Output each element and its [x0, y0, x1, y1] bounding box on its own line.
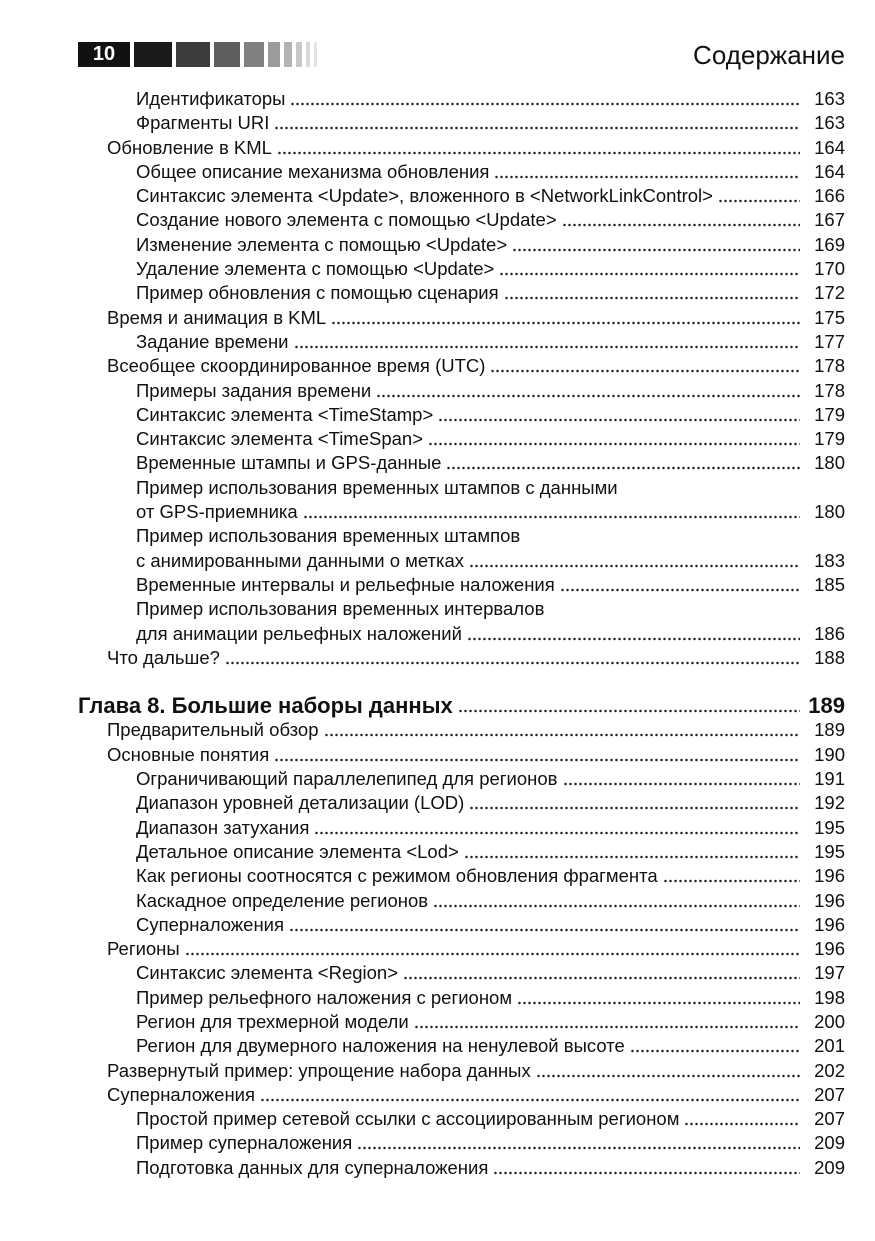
- toc-entry-title: Примеры задания времени: [136, 379, 372, 401]
- toc-leader-dots: [493, 1170, 800, 1176]
- toc-page-number: 209: [814, 1156, 845, 1178]
- header-decor-block: [296, 42, 302, 67]
- toc-entry-title: Временные интервалы и рельефные наложения: [136, 573, 555, 595]
- toc-leader-dots: [718, 198, 800, 204]
- toc-leader-dots: [303, 514, 800, 520]
- toc-leader-dots: [277, 150, 800, 156]
- toc-entry: [0, 1083, 875, 1107]
- toc-leader-dots: [274, 757, 800, 763]
- toc-entry-title: Задание времени: [136, 330, 289, 352]
- toc-entry-title: Предварительный обзор: [107, 719, 319, 741]
- toc-entry: [0, 816, 875, 840]
- toc-entry-title: Фрагменты URI: [136, 112, 270, 134]
- toc-entry-title: Всеобщее скоординированное время (UTC): [107, 355, 486, 377]
- toc-page-number: 177: [814, 330, 845, 352]
- toc-page-number: 196: [814, 889, 845, 911]
- header-decor-block: [306, 42, 310, 67]
- toc-entry: [0, 864, 875, 888]
- toc-page-number: 167: [814, 209, 845, 231]
- toc-page-number: 202: [814, 1059, 845, 1081]
- toc-entry-title: Суперналожения: [136, 913, 285, 935]
- toc-page-number: 195: [814, 840, 845, 862]
- toc-leader-dots: [260, 1097, 800, 1103]
- toc-leader-dots: [512, 247, 800, 253]
- toc-entry: [0, 306, 875, 330]
- toc-entry: [0, 743, 875, 767]
- toc-entry: [0, 718, 875, 742]
- toc-entry-title: Пример использования временных штампов с данными: [136, 476, 618, 498]
- toc-leader-dots: [504, 295, 800, 301]
- toc-entry: [0, 524, 875, 548]
- toc-entry-title: Диапазон уровней детализации (LOD): [136, 792, 465, 814]
- toc-leader-dots: [560, 587, 800, 593]
- toc-entry-title: Удаление элемента с помощью <Update>: [136, 258, 495, 280]
- toc-leader-dots: [331, 320, 800, 326]
- toc-page-number: 197: [814, 962, 845, 984]
- toc-entry: [0, 136, 875, 160]
- toc-leader-dots: [225, 660, 800, 666]
- toc-entry: [0, 646, 875, 670]
- toc-page-number: 186: [814, 622, 845, 644]
- toc-entry: [0, 961, 875, 985]
- toc-entry: [0, 937, 875, 961]
- toc-entry: [0, 597, 875, 621]
- header-decor-block: [268, 42, 280, 67]
- toc-page-number: 195: [814, 816, 845, 838]
- toc-entry-title: Обновление в KML: [107, 136, 272, 158]
- toc-entry: [0, 500, 875, 524]
- toc-entry: [0, 889, 875, 913]
- toc-page-number: 178: [814, 355, 845, 377]
- toc-leader-dots: [376, 393, 800, 399]
- toc-entry-title: Глава 8. Большие наборы данных: [78, 693, 453, 719]
- toc-entry: [0, 622, 875, 646]
- toc-leader-dots: [357, 1145, 800, 1151]
- toc-entry: [0, 111, 875, 135]
- toc-leader-dots: [290, 101, 800, 107]
- toc-leader-dots: [274, 125, 800, 131]
- toc-entry-title: Общее описание механизма обновления: [136, 160, 490, 182]
- toc-entry-title: Основные понятия: [107, 743, 270, 765]
- toc-entry: [0, 208, 875, 232]
- toc-entry: [0, 573, 875, 597]
- toc-entry: [0, 1131, 875, 1155]
- header-decor-block: [284, 42, 292, 67]
- toc-page-number: 200: [814, 1010, 845, 1032]
- header-decor-block: [176, 42, 210, 67]
- toc-entry: [0, 1107, 875, 1131]
- toc-leader-dots: [467, 636, 800, 642]
- toc-entry-title: Подготовка данных для суперналожения: [136, 1156, 489, 1178]
- toc-page-number: 185: [814, 573, 845, 595]
- toc-entry: [0, 427, 875, 451]
- toc-leader-dots: [494, 174, 800, 180]
- toc-leader-dots: [563, 781, 800, 787]
- toc-entry: [0, 913, 875, 937]
- toc-entry-title: Детальное описание элемента <Lod>: [136, 840, 459, 862]
- page-header: [0, 40, 875, 70]
- toc-entry: [0, 160, 875, 184]
- toc-entry-title: Пример рельефного наложения с регионом: [136, 986, 513, 1008]
- toc-entry-title: Регионы: [107, 938, 180, 960]
- toc-entry-title: Синтаксис элемента <TimeStamp>: [136, 403, 434, 425]
- toc-leader-dots: [630, 1048, 800, 1054]
- table-of-contents: [0, 87, 875, 1180]
- toc-entry: [0, 1156, 875, 1180]
- toc-entry-title: Регион для двумерного наложения на ненулевой высоте: [136, 1035, 625, 1057]
- toc-entry-title: Как регионы соотносятся с режимом обновления фрагмента: [136, 865, 658, 887]
- toc-leader-dots: [464, 854, 800, 860]
- toc-page-number: 170: [814, 258, 845, 280]
- toc-entry-title: Временные штампы и GPS-данные: [136, 452, 442, 474]
- toc-entry-title: Пример суперналожения: [136, 1132, 353, 1154]
- toc-leader-dots: [324, 732, 800, 738]
- toc-entry: [0, 767, 875, 791]
- toc-entry-title: Создание нового элемента с помощью <Update>: [136, 209, 557, 231]
- header-decor-block: [314, 42, 317, 67]
- toc-entry-title: для анимации рельефных наложений: [136, 622, 462, 644]
- toc-leader-dots: [663, 878, 800, 884]
- toc-page-number: 164: [814, 160, 845, 182]
- toc-entry-title: Пример использования временных штампов: [136, 525, 521, 547]
- toc-leader-dots: [562, 222, 800, 228]
- chapter-gap: [0, 670, 875, 694]
- toc-entry: [0, 87, 875, 111]
- toc-page-number: 207: [814, 1083, 845, 1105]
- toc-entry: [0, 354, 875, 378]
- toc-leader-dots: [428, 441, 800, 447]
- toc-entry-title: с анимированными данными о метках: [136, 549, 465, 571]
- toc-entry: [0, 330, 875, 354]
- toc-page-number: 191: [814, 768, 845, 790]
- toc-entry-title: Простой пример сетевой ссылки с ассоциированным регионом: [136, 1108, 680, 1130]
- toc-page-number: 192: [814, 792, 845, 814]
- toc-page-number: 163: [814, 88, 845, 109]
- toc-page-number: 169: [814, 233, 845, 255]
- toc-page-number: 180: [814, 452, 845, 474]
- toc-leader-dots: [536, 1073, 800, 1079]
- toc-entry-title: Что дальше?: [107, 646, 220, 668]
- toc-entry: [0, 986, 875, 1010]
- toc-entry-title: Развернутый пример: упрощение набора данных: [107, 1059, 531, 1081]
- toc-entry: [0, 1059, 875, 1083]
- toc-page-number: 183: [814, 549, 845, 571]
- toc-leader-dots: [185, 951, 800, 957]
- toc-entry-title: Суперналожения: [107, 1083, 256, 1105]
- toc-chapter-entry: [0, 694, 875, 718]
- toc-page-number: 207: [814, 1108, 845, 1130]
- toc-entry-title: Пример обновления с помощью сценария: [136, 282, 499, 304]
- toc-entry: [0, 379, 875, 403]
- toc-page-number: 163: [814, 112, 845, 134]
- toc-page-number: 164: [814, 136, 845, 158]
- toc-page-number: 172: [814, 282, 845, 304]
- toc-entry: [0, 549, 875, 573]
- toc-entry: [0, 403, 875, 427]
- toc-page-number: 180: [814, 501, 845, 523]
- toc-page-number: 196: [814, 913, 845, 935]
- toc-leader-dots: [314, 830, 800, 836]
- toc-entry-title: Синтаксис элемента <TimeSpan>: [136, 428, 424, 450]
- toc-entry-title: Время и анимация в KML: [107, 306, 327, 328]
- toc-entry: [0, 257, 875, 281]
- toc-page-number: 189: [814, 719, 845, 741]
- toc-entry: [0, 1034, 875, 1058]
- toc-leader-dots: [469, 805, 800, 811]
- toc-leader-dots: [499, 271, 800, 277]
- header-title: Содержание: [693, 40, 845, 70]
- toc-leader-dots: [684, 1121, 800, 1127]
- toc-entry: [0, 281, 875, 305]
- toc-entry-title: Диапазон затухания: [136, 816, 310, 838]
- toc-entry-title: Регион для трехмерной модели: [136, 1010, 409, 1032]
- toc-leader-dots: [469, 563, 800, 569]
- toc-entry-title: Идентификаторы: [136, 88, 286, 109]
- toc-entry-title: Синтаксис элемента <Region>: [136, 962, 399, 984]
- toc-page-number: 201: [814, 1035, 845, 1057]
- toc-entry-title: Синтаксис элемента <Update>, вложенного в <NetworkLinkControl>: [136, 185, 713, 207]
- toc-page-number: 178: [814, 379, 845, 401]
- toc-entry: [0, 476, 875, 500]
- toc-leader-dots: [490, 368, 800, 374]
- toc-leader-dots: [294, 344, 800, 350]
- header-decor-block: [244, 42, 264, 67]
- toc-leader-dots: [414, 1024, 800, 1030]
- toc-entry-title: Каскадное определение регионов: [136, 889, 429, 911]
- toc-section-chapter-8: [0, 694, 875, 1180]
- toc-entry: [0, 233, 875, 257]
- toc-leader-dots: [446, 465, 800, 471]
- toc-page-number: 175: [814, 306, 845, 328]
- toc-leader-dots: [403, 975, 800, 981]
- toc-entry: [0, 1010, 875, 1034]
- toc-entry: [0, 184, 875, 208]
- toc-entry-title: Пример использования временных интервалов: [136, 598, 545, 620]
- toc-entry: [0, 840, 875, 864]
- toc-page-number: 196: [814, 865, 845, 887]
- page-number: 10: [78, 42, 130, 67]
- toc-page-number: 179: [814, 403, 845, 425]
- toc-entry: [0, 451, 875, 475]
- toc-page-number: 189: [808, 693, 845, 719]
- header-decor-block: [134, 42, 172, 67]
- toc-section-continued: [0, 87, 875, 670]
- toc-leader-dots: [433, 903, 800, 909]
- toc-page-number: 196: [814, 938, 845, 960]
- toc-page-number: 209: [814, 1132, 845, 1154]
- toc-leader-dots: [517, 1000, 800, 1006]
- toc-entry-title: от GPS-приемника: [136, 501, 298, 523]
- toc-page-number: 166: [814, 185, 845, 207]
- toc-page-number: 198: [814, 986, 845, 1008]
- toc-leader-dots: [458, 708, 800, 714]
- toc-leader-dots: [438, 417, 800, 423]
- toc-page-number: 179: [814, 428, 845, 450]
- toc-page-number: 190: [814, 743, 845, 765]
- toc-page-number: 188: [814, 646, 845, 668]
- toc-entry: [0, 791, 875, 815]
- toc-entry-title: Изменение элемента с помощью <Update>: [136, 233, 508, 255]
- toc-leader-dots: [289, 927, 800, 933]
- toc-entry-title: Ограничивающий параллелепипед для регионов: [136, 768, 558, 790]
- header-decor-block: [214, 42, 240, 67]
